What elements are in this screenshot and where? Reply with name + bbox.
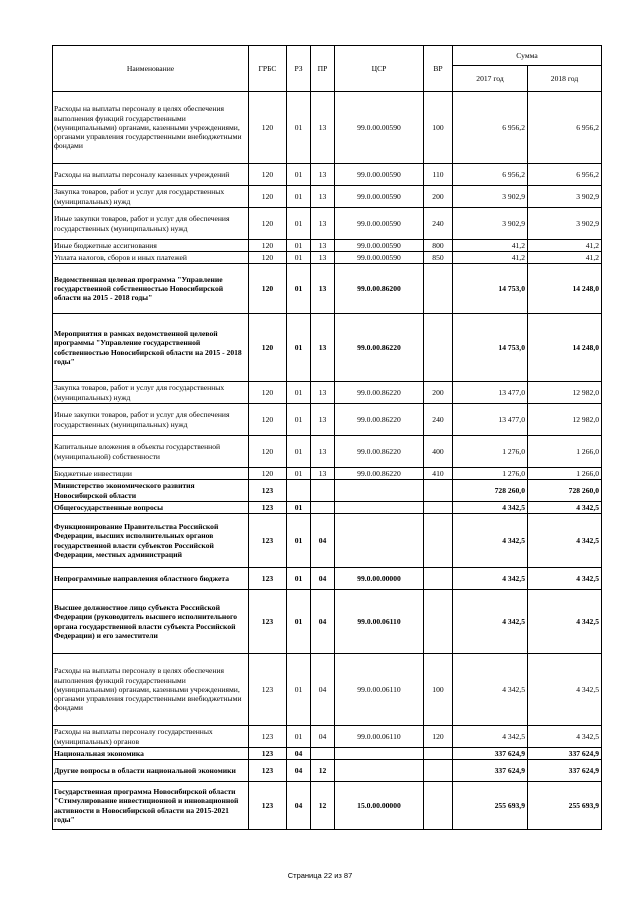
cell-rz: 04 [287,748,311,760]
cell-pr [311,502,335,514]
cell-csr: 99.0.00.86200 [335,264,424,314]
cell-name: Расходы на выплаты персоналу государственных (муниципальных) органов [53,726,249,748]
cell-s2018: 3 902,9 [528,208,602,240]
cell-csr: 99.0.00.00590 [335,92,424,164]
header-name: Наименование [53,46,249,92]
cell-pr: 04 [311,568,335,590]
cell-vr [424,264,453,314]
cell-pr [311,748,335,760]
cell-vr [424,760,453,782]
cell-grbs: 120 [249,92,287,164]
cell-name: Национальная экономика [53,748,249,760]
cell-name: Иные закупки товаров, работ и услуг для обеспечения государственных (муниципальных) нужд [53,208,249,240]
cell-s2018: 41,2 [528,252,602,264]
cell-s2017: 4 342,5 [453,654,528,726]
cell-name: Непрограммные направления областного бюджета [53,568,249,590]
header-2017: 2017 год [453,66,528,92]
cell-csr: 99.0.00.00590 [335,164,424,186]
cell-rz: 01 [287,590,311,654]
cell-s2018: 14 248,0 [528,264,602,314]
cell-name: Иные закупки товаров, работ и услуг для обеспечения государственных (муниципальных) нужд [53,404,249,436]
cell-name: Закупка товаров, работ и услуг для государственных (муниципальных) нужд [53,186,249,208]
cell-s2018: 337 624,9 [528,748,602,760]
cell-name: Общегосударственные вопросы [53,502,249,514]
cell-name: Расходы на выплаты персоналу в целях обеспечения выполнения функций государственными (муниципальными) органами, казенными учреждениями, органами управления государственными внебюджетными фондами [53,92,249,164]
cell-pr: 13 [311,164,335,186]
cell-csr: 99.0.00.00590 [335,252,424,264]
cell-name: Другие вопросы в области национальной экономики [53,760,249,782]
table-row [53,314,602,382]
cell-vr: 100 [424,654,453,726]
cell-name: Высшее должностное лицо субъекта Российской Федерации (руководитель высшего исполнительного органа государственной власти субъекта Российской Федерации) и его заместители [53,590,249,654]
cell-s2017: 13 477,0 [453,382,528,404]
table-row [53,240,602,252]
cell-vr [424,568,453,590]
cell-vr [424,480,453,502]
cell-vr: 100 [424,92,453,164]
cell-vr [424,502,453,514]
table-row [53,404,602,436]
cell-grbs: 123 [249,480,287,502]
cell-vr: 800 [424,240,453,252]
cell-s2017: 3 902,9 [453,208,528,240]
cell-rz: 01 [287,208,311,240]
cell-s2017: 41,2 [453,252,528,264]
cell-s2017: 728 260,0 [453,480,528,502]
cell-grbs: 123 [249,590,287,654]
cell-rz [287,480,311,502]
cell-s2017: 3 902,9 [453,186,528,208]
cell-s2017: 13 477,0 [453,404,528,436]
table-row [53,208,602,240]
cell-csr [335,502,424,514]
cell-s2018: 4 342,5 [528,654,602,726]
cell-pr: 13 [311,404,335,436]
cell-rz: 01 [287,514,311,568]
cell-name: Расходы на выплаты персоналу в целях обеспечения выполнения функций государственными (муниципальными) органами, казенными учреждениями, органами управления государственными внебюджетными фондами [53,654,249,726]
cell-pr: 04 [311,514,335,568]
cell-s2017: 14 753,0 [453,314,528,382]
cell-pr: 13 [311,186,335,208]
cell-csr: 99.0.00.00590 [335,240,424,252]
header-sum: Сумма [453,46,602,66]
cell-rz: 01 [287,264,311,314]
cell-rz: 01 [287,382,311,404]
cell-vr: 110 [424,164,453,186]
table-row [53,186,602,208]
cell-s2018: 12 982,0 [528,404,602,436]
cell-vr: 240 [424,208,453,240]
cell-rz: 01 [287,314,311,382]
table-row [53,480,602,502]
cell-grbs: 120 [249,468,287,480]
cell-s2018: 4 342,5 [528,502,602,514]
cell-rz: 04 [287,782,311,830]
cell-s2018: 1 266,0 [528,436,602,468]
cell-s2018: 4 342,5 [528,568,602,590]
cell-name: Мероприятия в рамках ведомственной целевой программы "Управление государственной собственностью Новосибирской области на 2015 - 2018 годы" [53,314,249,382]
cell-vr [424,748,453,760]
cell-s2018: 4 342,5 [528,726,602,748]
table-row [53,514,602,568]
cell-rz: 01 [287,436,311,468]
cell-grbs: 120 [249,208,287,240]
cell-pr: 13 [311,468,335,480]
table-row [53,654,602,726]
table-row [53,264,602,314]
header-2018: 2018 год [528,66,602,92]
table-body [53,92,602,830]
cell-grbs: 120 [249,240,287,252]
cell-grbs: 123 [249,654,287,726]
cell-grbs: 120 [249,264,287,314]
cell-grbs: 120 [249,436,287,468]
table-row [53,502,602,514]
cell-csr [335,514,424,568]
cell-s2018: 255 693,9 [528,782,602,830]
cell-rz: 01 [287,252,311,264]
cell-rz: 01 [287,726,311,748]
cell-name: Функционирование Правительства Российской Федерации, высших исполнительных органов государственной власти субъектов Российской Федерации, местных администраций [53,514,249,568]
cell-vr: 400 [424,436,453,468]
budget-table [52,45,602,830]
cell-rz: 01 [287,186,311,208]
table-row [53,468,602,480]
table-row [53,782,602,830]
cell-grbs: 120 [249,252,287,264]
cell-s2017: 337 624,9 [453,760,528,782]
cell-csr: 99.0.00.06110 [335,590,424,654]
cell-csr: 99.0.00.86220 [335,382,424,404]
cell-csr: 99.0.00.86220 [335,314,424,382]
cell-pr: 12 [311,782,335,830]
cell-rz: 01 [287,92,311,164]
header-vr: ВР [424,46,453,92]
cell-vr: 200 [424,186,453,208]
cell-s2018: 14 248,0 [528,314,602,382]
page-footer: Страница 22 из 87 [287,871,353,880]
table-row [53,590,602,654]
cell-s2017: 4 342,5 [453,590,528,654]
cell-s2017: 14 753,0 [453,264,528,314]
cell-grbs: 123 [249,748,287,760]
cell-s2018: 6 956,2 [528,164,602,186]
cell-csr: 99.0.00.00000 [335,568,424,590]
cell-pr: 12 [311,760,335,782]
cell-csr [335,760,424,782]
cell-s2017: 1 276,0 [453,468,528,480]
cell-vr: 200 [424,382,453,404]
cell-rz: 01 [287,568,311,590]
cell-s2018: 4 342,5 [528,514,602,568]
cell-s2017: 255 693,9 [453,782,528,830]
cell-name: Бюджетные инвестиции [53,468,249,480]
cell-vr [424,782,453,830]
cell-name: Министерство экономического развития Новосибирской области [53,480,249,502]
cell-name: Государственная программа Новосибирской области "Стимулирование инвестиционной и инновационной активности в Новосибирской области на 2015-2021 годы" [53,782,249,830]
cell-name: Капитальные вложения в объекты государственной (муниципальной) собственности [53,436,249,468]
cell-s2017: 4 342,5 [453,502,528,514]
cell-vr: 410 [424,468,453,480]
cell-vr [424,514,453,568]
cell-vr [424,314,453,382]
cell-grbs: 123 [249,782,287,830]
cell-s2017: 337 624,9 [453,748,528,760]
cell-s2018: 6 956,2 [528,92,602,164]
cell-grbs: 123 [249,502,287,514]
cell-rz: 01 [287,502,311,514]
cell-s2018: 3 902,9 [528,186,602,208]
cell-name: Расходы на выплаты персоналу казенных учреждений [53,164,249,186]
cell-csr [335,748,424,760]
cell-s2018: 12 982,0 [528,382,602,404]
cell-s2017: 4 342,5 [453,726,528,748]
cell-csr: 99.0.00.00590 [335,186,424,208]
cell-pr: 13 [311,314,335,382]
cell-s2018: 728 260,0 [528,480,602,502]
header-rz: РЗ [287,46,311,92]
table-row [53,760,602,782]
cell-name: Иные бюджетные ассигнования [53,240,249,252]
table-row [53,568,602,590]
header-pr: ПР [311,46,335,92]
cell-csr: 99.0.00.06110 [335,726,424,748]
cell-csr: 99.0.00.86220 [335,436,424,468]
cell-csr: 15.0.00.00000 [335,782,424,830]
cell-s2018: 337 624,9 [528,760,602,782]
cell-grbs: 120 [249,164,287,186]
table-row [53,382,602,404]
cell-rz: 01 [287,468,311,480]
table-row [53,726,602,748]
cell-rz: 01 [287,240,311,252]
cell-s2017: 6 956,2 [453,164,528,186]
cell-vr: 120 [424,726,453,748]
cell-csr: 99.0.00.86220 [335,404,424,436]
table-row [53,748,602,760]
cell-pr: 04 [311,654,335,726]
header-grbs: ГРБС [249,46,287,92]
cell-pr: 13 [311,240,335,252]
cell-grbs: 123 [249,514,287,568]
cell-pr: 13 [311,208,335,240]
cell-rz: 01 [287,654,311,726]
cell-grbs: 120 [249,314,287,382]
cell-s2017: 6 956,2 [453,92,528,164]
table-row [53,252,602,264]
cell-s2017: 41,2 [453,240,528,252]
cell-s2017: 4 342,5 [453,568,528,590]
cell-pr: 13 [311,264,335,314]
cell-vr [424,590,453,654]
cell-pr [311,480,335,502]
table-row [53,436,602,468]
cell-csr: 99.0.00.00590 [335,208,424,240]
cell-name: Уплата налогов, сборов и иных платежей [53,252,249,264]
cell-csr: 99.0.00.86220 [335,468,424,480]
cell-csr: 99.0.00.06110 [335,654,424,726]
cell-csr [335,480,424,502]
cell-pr: 13 [311,436,335,468]
cell-s2017: 4 342,5 [453,514,528,568]
cell-grbs: 120 [249,186,287,208]
cell-rz: 01 [287,164,311,186]
cell-s2018: 41,2 [528,240,602,252]
cell-pr: 04 [311,590,335,654]
cell-pr: 13 [311,252,335,264]
cell-grbs: 120 [249,404,287,436]
cell-s2017: 1 276,0 [453,436,528,468]
table-row [53,92,602,164]
cell-rz: 01 [287,404,311,436]
cell-s2018: 4 342,5 [528,590,602,654]
cell-rz: 04 [287,760,311,782]
cell-pr: 13 [311,382,335,404]
cell-name: Ведомственная целевая программа "Управление государственной собственностью Новосибирской области на 2015 - 2018 годы" [53,264,249,314]
cell-grbs: 120 [249,382,287,404]
cell-grbs: 123 [249,568,287,590]
header-csr: ЦСР [335,46,424,92]
cell-vr: 850 [424,252,453,264]
table-row [53,164,602,186]
cell-pr: 04 [311,726,335,748]
cell-grbs: 123 [249,760,287,782]
cell-s2018: 1 266,0 [528,468,602,480]
cell-grbs: 123 [249,726,287,748]
cell-pr: 13 [311,92,335,164]
cell-name: Закупка товаров, работ и услуг для государственных (муниципальных) нужд [53,382,249,404]
cell-vr: 240 [424,404,453,436]
